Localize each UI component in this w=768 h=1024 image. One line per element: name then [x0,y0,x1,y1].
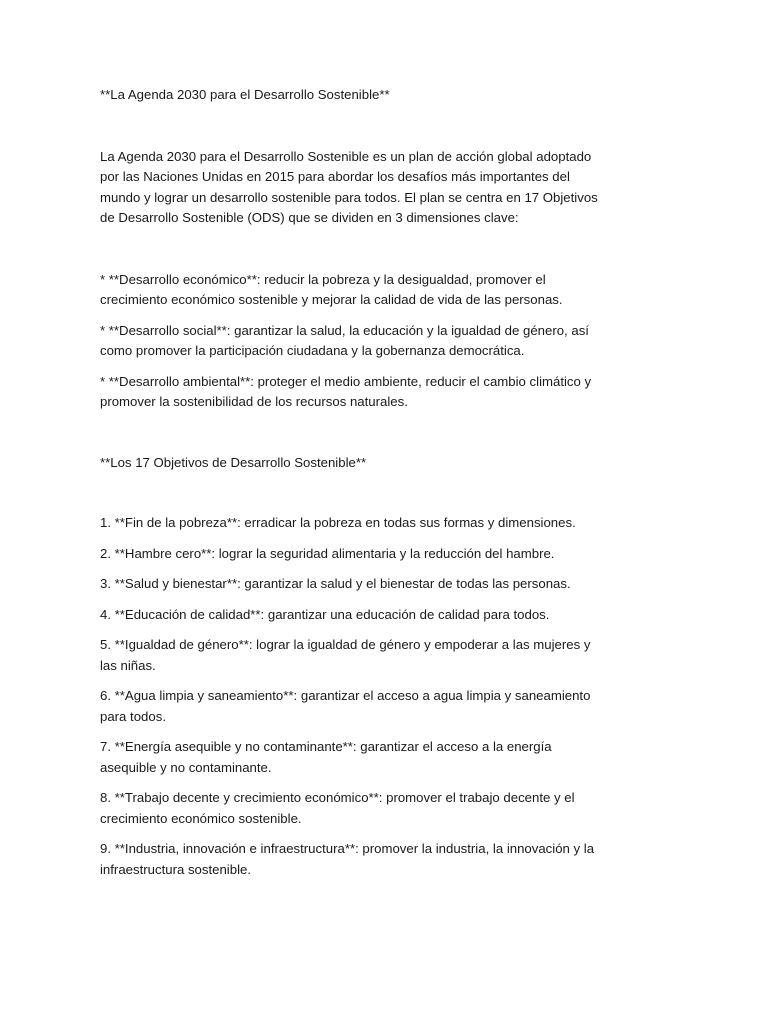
goal-item-2: 2. **Hambre cero**: lograr la seguridad alimentaria y la reducción del hambre. [100,545,555,561]
goal-item-8: 8. **Trabajo decente y crecimiento económico**: promover el trabajo decente y el crecimiento económico sostenible. [100,790,575,826]
goal-item-1: 1. **Fin de la pobreza**: erradicar la pobreza en todas sus formas y dimensiones. [100,515,576,530]
goal-item-5: 5. **Igualdad de género**: lograr la igualdad de género y empoderar a las mujeres y las niñas. [100,637,591,673]
bullet-social: * **Desarrollo social**: garantizar la salud, la educación y la igualdad de género, así como promover la participación ciudadana y la gobernanza democrática. [100,322,589,358]
document-body [100,85,605,890]
goal-item-9: 9. **Industria, innovación e infraestructura**: promover la industria, la innovación y la infraestructura sostenible. [100,841,595,877]
goal-item-3: 3. **Salud y bienestar**: garantizar la salud y el bienestar de todas las personas. [100,576,571,591]
bullet-economic: * **Desarrollo económico**: reducir la pobreza y la desigualdad, promover el crecimiento económico sostenible y mejorar la calidad de vida de las personas. [100,271,563,307]
goal-item-4: 4. **Educación de calidad**: garantizar una educación de calidad para todos. [100,606,550,622]
document-title: **La Agenda 2030 para el Desarrollo Sostenible** [100,87,390,102]
bullet-environmental: * **Desarrollo ambiental**: proteger el medio ambiente, reducir el cambio climático y promover la sostenibilidad de los recursos naturales. [100,373,592,409]
intro-paragraph: La Agenda 2030 para el Desarrollo Sostenible es un plan de acción global adoptado por las Naciones Unidas en 2015 para abordar los desafíos más importantes del mundo y lograr un desarrollo sostenible para todos. El plan se centra en 17 Objetivos de Desarrollo Sostenible (ODS) que se dividen en 3 dimensiones clave: [100,148,598,225]
goal-item-6: 6. **Agua limpia y saneamiento**: garantizar el acceso a agua limpia y saneamiento para todos. [100,688,591,724]
goals-heading: **Los 17 Objetivos de Desarrollo Sostenible** [100,454,367,470]
goal-item-7: 7. **Energía asequible y no contaminante**: garantizar el acceso a la energía asequible y no contaminante. [100,739,552,775]
